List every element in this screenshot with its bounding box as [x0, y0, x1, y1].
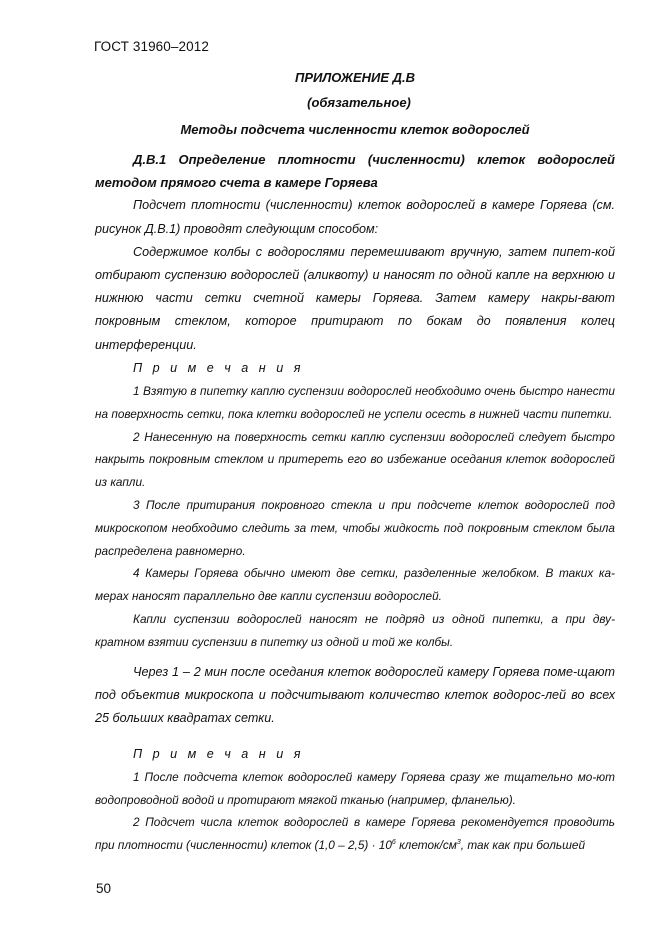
- note-item: Капли суспензии водорослей наносят не подряд из одной пипетки, а при дву-кратном взятии суспензии в пипетку из одной и той же колбы.: [95, 612, 615, 649]
- note-item: 2 Нанесенную на поверхность сетки каплю суспензии водорослей следует быстро накрыть покровным стеклом и притереть его во избежание оседания клеток водорослей из капли.: [95, 429, 615, 490]
- note-item: 1 Взятую в пипетку каплю суспензии водорослей необходимо очень быстро нанести на поверхность сетки, пока клетки водорослей не успели осесть в нижней части пипетки.: [95, 384, 615, 421]
- note-text: , так как при большей: [460, 838, 586, 853]
- appendix-subtitle: Методы подсчета численности клеток водорослей: [180, 122, 530, 137]
- exponent: 3: [456, 839, 461, 847]
- note-text: 2 Подсчет числа клеток водорослей в камере Горяева рекомендуется проводить при плотности (численности) клеток (1,0 – 2,5) · 10: [95, 815, 615, 853]
- notes-label: П р и м е ч а н и я: [133, 746, 304, 761]
- main-text-block: [95, 148, 615, 654]
- paragraph-procedure: Содержимое колбы с водорослями перемешивают вручную, затем пипет-кой отбирают суспензию водорослей (аликвоту) и наносят по одной капле на верхнюю и нижнюю части сетки счетной камеры Горяева. Затем камеру накры-вают покровным стеклом, которое притирают по бокам до появления колец интерференции.: [95, 244, 615, 352]
- paragraph-counting: Через 1 – 2 мин после оседания клеток водорослей камеру Горяева поме-щают под объектив микроскопа и подсчитывают количество клеток водорос-лей во всех 25 больших квадратах сетки.: [95, 665, 615, 726]
- section-heading: Д.В.1 Определение плотности (численности) клеток водорослей методом прямого счета в камере Горяева: [95, 152, 615, 191]
- second-text-block: [95, 661, 615, 857]
- page-number: 50: [96, 881, 112, 896]
- standard-code: ГОСТ 31960–2012: [94, 39, 209, 54]
- note-text: клеток/см: [395, 838, 457, 853]
- note-item: 4 Камеры Горяева обычно имеют две сетки, разделенные желобком. В таких ка-мерах наносят параллельно две капли суспензии водорослей.: [95, 566, 615, 604]
- appendix-title: ПРИЛОЖЕНИЕ Д.В: [294, 70, 416, 85]
- paragraph-method-intro: Подсчет плотности (численности) клеток водорослей в камере Горяева (см. рисунок Д.В.1) проводят следующим способом:: [95, 198, 615, 236]
- note-item: [95, 811, 615, 857]
- exponent: 6: [391, 839, 396, 847]
- note-item: 3 После притирания покровного стекла и при подсчете клеток водорослей под микроскопом необходимо следить за тем, чтобы жидкость под покровным стеклом была распределена равномерно.: [95, 498, 615, 558]
- note-item: 1 После подсчета клеток водорослей камеру Горяева сразу же тщательно мо-ют водопроводной водой и протирают мягкой тканью (например, фланелью).: [95, 769, 615, 807]
- spacer: [95, 731, 615, 743]
- appendix-status: (обязательное): [307, 95, 411, 110]
- notes-label: П р и м е ч а н и я: [133, 360, 304, 375]
